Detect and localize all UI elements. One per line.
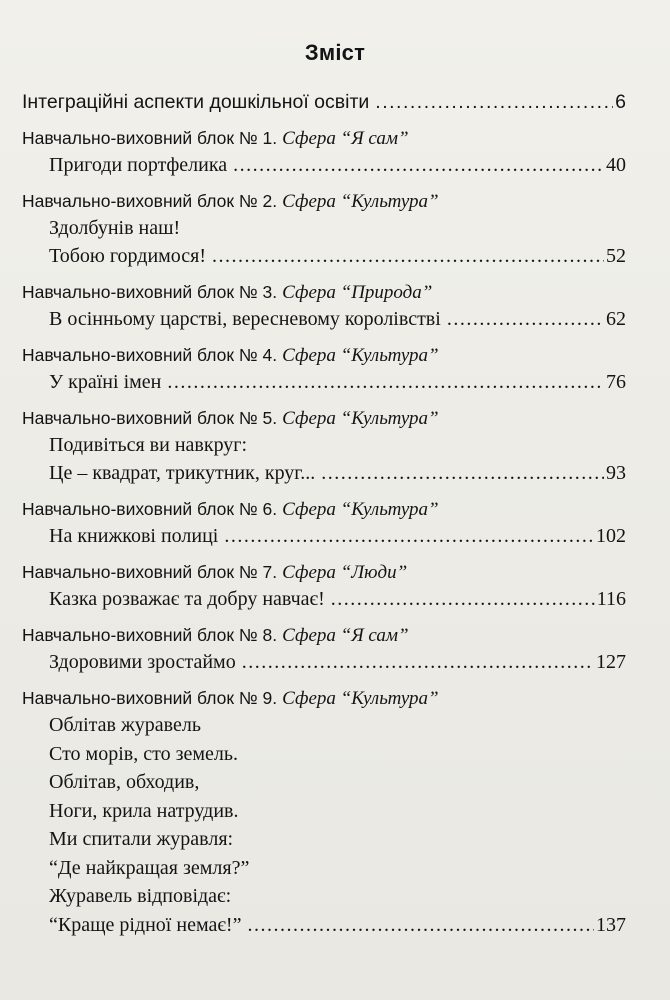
block-heading-text: Навчально-виховний блок № 1.: [22, 128, 278, 148]
entry-text: Інтеграційні аспекти дошкільної освіти: [22, 91, 370, 113]
block-heading-text: Навчально-виховний блок № 5.: [22, 408, 278, 428]
table-of-contents: [22, 88, 626, 939]
toc-entry: [22, 214, 626, 242]
dot-leader: [233, 151, 604, 179]
entry-text: Подивіться ви навкруг:: [49, 434, 248, 456]
poem-line: [22, 711, 626, 740]
page-number: 102: [596, 525, 626, 547]
page-number: 6: [615, 91, 626, 113]
block-heading-3: [22, 280, 626, 305]
page-number: 62: [606, 308, 626, 330]
entry-text: В осінньому царстві, вересневому королівстві: [49, 308, 441, 330]
dot-leader: [447, 305, 604, 333]
block-sphere: Сфера “Я сам”: [282, 625, 409, 646]
page-number: 76: [606, 371, 626, 393]
poem-line: [22, 740, 626, 769]
page-number: 52: [606, 245, 626, 267]
block-sphere: Сфера “Природа”: [282, 282, 433, 303]
entry-text: На книжкові полиці: [49, 525, 219, 547]
block-sphere: Сфера “Культура”: [282, 191, 439, 212]
entry-text: Це – квадрат, трикутник, круг...: [49, 462, 316, 484]
dot-leader: [321, 459, 604, 487]
entry-text: Здоровими зростаймо: [49, 651, 236, 673]
toc-entry: [22, 911, 626, 940]
poem-line: [22, 854, 626, 883]
block-heading-text: Навчально-виховний блок № 7.: [22, 562, 278, 582]
page-number: 93: [606, 462, 626, 484]
block-heading-text: Навчально-виховний блок № 9.: [22, 688, 278, 708]
toc-entry: [22, 522, 626, 550]
toc-entry: [22, 305, 626, 333]
dot-leader: [375, 88, 613, 116]
block-heading-4: [22, 343, 626, 368]
toc-entry: [22, 459, 626, 487]
page-number: 116: [596, 588, 626, 610]
block-sphere: Сфера “Культура”: [282, 345, 439, 366]
poem-line: [22, 768, 626, 797]
block-heading-9: [22, 686, 626, 711]
toc-entry: [22, 648, 626, 676]
block-heading-6: [22, 497, 626, 522]
entry-text: У країні імен: [49, 371, 162, 393]
entry-text: Казка розважає та добру навчає!: [49, 588, 325, 610]
poem-line: [22, 797, 626, 826]
entry-text: Облітав, обходив,: [49, 771, 200, 793]
block-heading-text: Навчально-виховний блок № 4.: [22, 345, 278, 365]
entry-text: Ноги, крила натрудив.: [49, 799, 239, 822]
block-sphere: Сфера “Культура”: [282, 499, 439, 520]
block-heading-2: [22, 189, 626, 214]
block-heading-text: Навчально-виховний блок № 6.: [22, 499, 278, 519]
block-heading-7: [22, 560, 626, 585]
dot-leader: [224, 522, 594, 550]
entry-text: Ми спитали журавля:: [49, 828, 234, 850]
entry-text: Сто морів, сто земель.: [49, 742, 238, 765]
entry-text: Пригоди портфелика: [49, 154, 228, 176]
entry-text: “Де найкращая земля?”: [49, 856, 250, 879]
block-heading-5: [22, 406, 626, 431]
toc-entry: [22, 431, 626, 459]
page-number: 137: [596, 913, 626, 936]
dot-leader: [242, 648, 594, 676]
page-number: 40: [606, 154, 626, 176]
toc-entry: [22, 242, 626, 270]
poem-line: [22, 882, 626, 911]
page-number: 127: [596, 651, 626, 673]
toc-entry: [22, 368, 626, 396]
toc-entry: [22, 151, 626, 179]
entry-text: Здолбунів наш!: [49, 217, 181, 239]
entry-text: “Краще рідної немає!”: [49, 913, 242, 936]
block-sphere: Сфера “Культура”: [282, 408, 439, 429]
entry-text: Журавель відповідає:: [49, 885, 232, 907]
poem-line: [22, 825, 626, 854]
block-heading-1: [22, 126, 626, 151]
block-heading-text: Навчально-виховний блок № 8.: [22, 625, 278, 645]
dot-leader: [247, 911, 594, 940]
poem-lines: [22, 711, 626, 939]
toc-entry-intro: [22, 88, 626, 116]
entry-text: Облітав журавель: [49, 714, 201, 736]
block-sphere: Сфера “Культура”: [282, 688, 439, 709]
block-sphere: Сфера “Я сам”: [282, 128, 409, 149]
block-sphere: Сфера “Люди”: [282, 562, 408, 583]
block-heading-8: [22, 623, 626, 648]
dot-leader: [212, 242, 604, 270]
dot-leader: [331, 585, 595, 613]
dot-leader: [167, 368, 604, 396]
entry-text: Тобою гордимося!: [49, 245, 207, 267]
block-heading-text: Навчально-виховний блок № 3.: [22, 282, 278, 302]
page-title: Зміст: [304, 40, 366, 65]
block-heading-text: Навчально-виховний блок № 2.: [22, 191, 278, 211]
toc-entry: [22, 585, 626, 613]
